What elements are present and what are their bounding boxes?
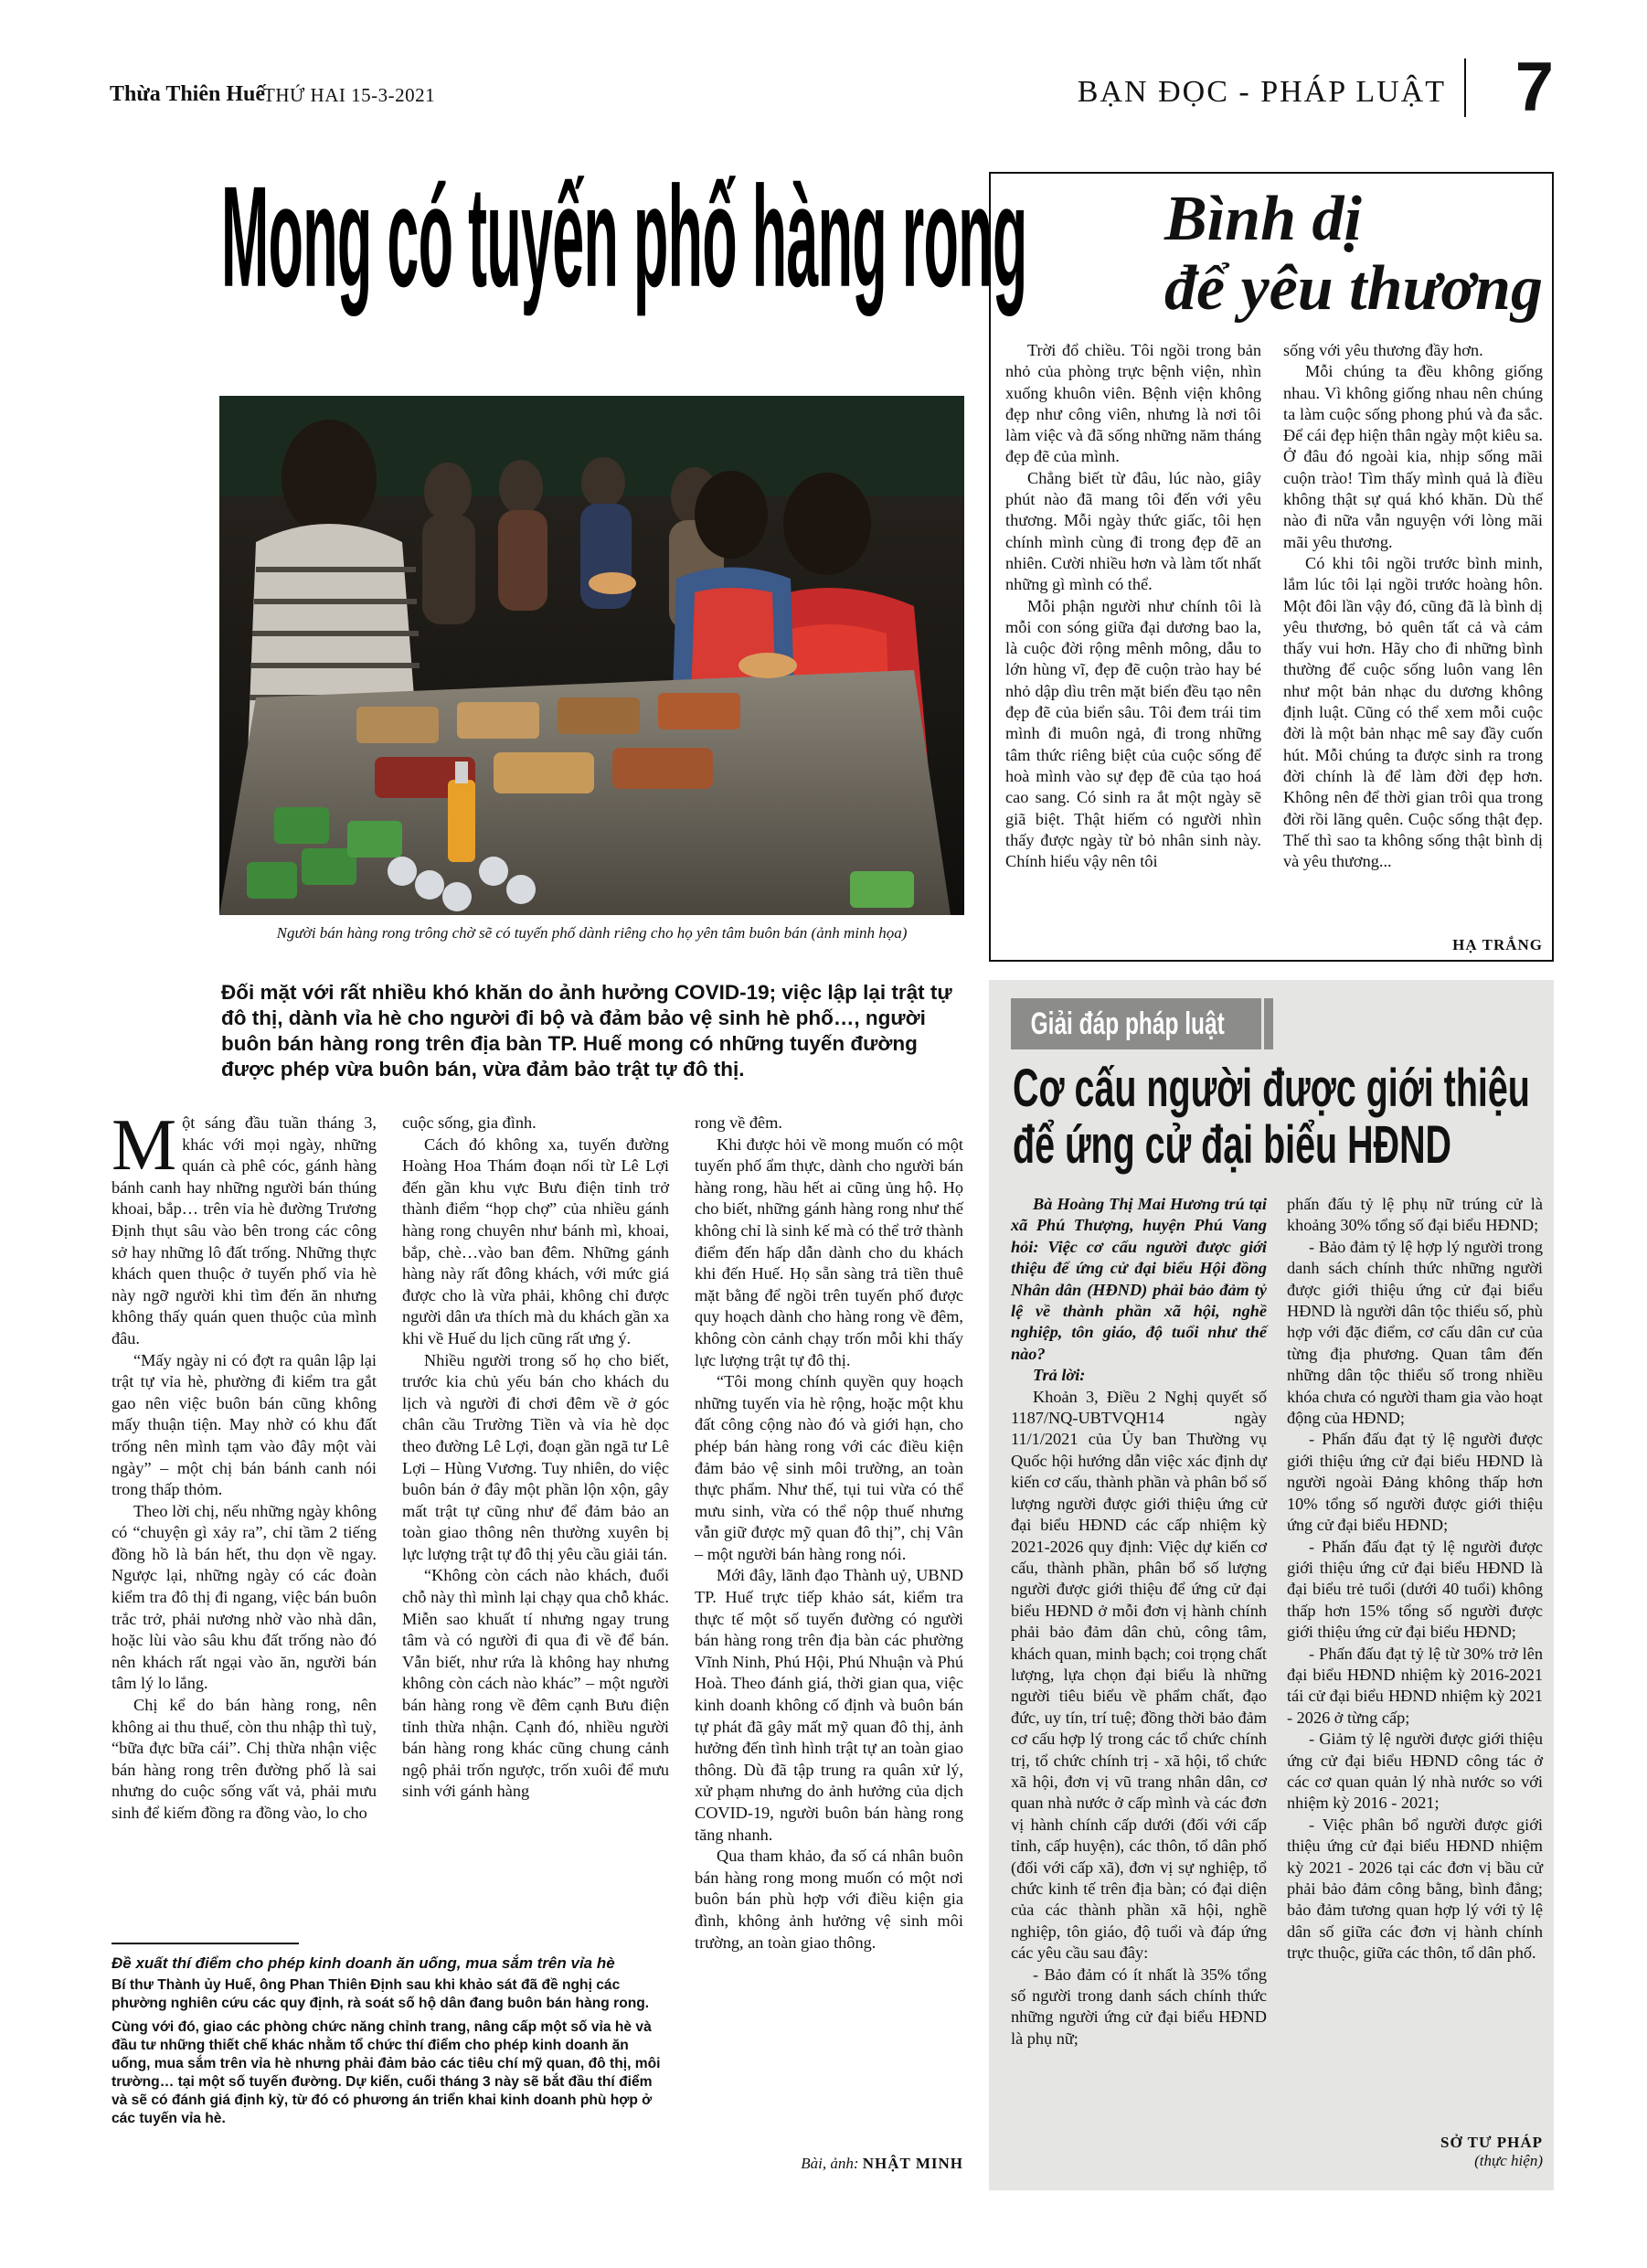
legal-signature	[1287, 2134, 1543, 2170]
main-headline-text: Mong có tuyến phố hàng rong	[221, 155, 1027, 317]
article-paragraph: Khi được hỏi về mong muốn có một tuyến phố ẩm thực, dành cho người bán hàng rong, hầu hết ai cũng ủng hộ. Họ cho biết, những gánh hàng rong như thế không chỉ là sinh kế mà có thể trở thành điểm đến hấp dẫn dành cho du khách khi đến Huế. Họ sẵn sàng trả tiền thuê mặt bằng để ngồi trên tuyến phố được quy hoạch dành cho hàng rong về đêm, không còn cảnh chạy trốn mỗi khi thấy lực lượng trật tự đô thị.	[695, 1134, 963, 1369]
legal-paragraph: - Phấn đấu đạt tỷ lệ người được giới thiệu ứng cử đại biểu HĐND là người ngoài Đảng không thấp hơn 10% tổng số người được giới thiệu ứng cử đại biểu HĐND;	[1287, 1430, 1543, 1535]
article-lead: Đối mặt với rất nhiều khó khăn do ảnh hưởng COVID-19; việc lập lại trật tự đô thị, dành vỉa hè cho người đi bộ và đảm bảo vệ sinh hè phố…, người buôn bán hàng rong trên địa bàn TP. Huế mong có những tuyến đường được phép vừa buôn bán, vừa đảm bảo trật tự đô thị.	[221, 981, 952, 1081]
essay-paragraph: Mỗi phận người như chính tôi là mỗi con sóng giữa đại dương bao la, là cuộc đời rộng mênh mông, dẫu to lớn hùng vĩ, đẹp đẽ cuộn trào hay bé nhỏ dập dìu trên mặt biển đều tạo nên đẹp đẽ của biển sâu. Tôi đem trái tim mình đi muôn ngả, đi trong những tâm thức riêng biệt của cuộc sống để hoà mình vào sự đẹp đẽ của tạo hoá cao sang. Có sinh ra ắt một ngày sẽ giã biệt. Thật hiếm có người nhìn thấy được ngày từ bỏ nhân sinh này. Chính hiểu vậy nên tôi	[1005, 596, 1261, 871]
article-paragraph	[112, 1105, 377, 1350]
page-number: 7	[1514, 48, 1554, 126]
proposal-box	[112, 1954, 667, 2134]
essay-title-line-2: để yêu thương	[1164, 253, 1543, 324]
sidebar-box-rule	[112, 1943, 299, 1944]
masthead-divider	[1464, 59, 1466, 117]
article-paragraph: rong về đêm.	[695, 1113, 782, 1132]
article-paragraph: Theo lời chị, nếu những ngày không có “chuyện gì xảy ra”, chỉ tầm 2 tiếng đồng hồ là bán hết, thu dọn về ngay. Ngược lại, những ngày có các đoàn kiểm tra đô thị đi ngang, việc bán buôn trắc trở, phải nương nhờ vào nhà dân, hoặc lùi vào sâu khu đất trống nào đó nên khách rất ngại vào ăn, người bán tâm lý lo lắng.	[112, 1501, 377, 1693]
legal-paragraph: phấn đấu tỷ lệ phụ nữ trúng cử là khoảng 30% tổng số đại biểu HĐND;	[1287, 1195, 1543, 1235]
photo-caption: Người bán hàng rong trông chờ sẽ có tuyến phố dành riêng cho họ yên tâm buôn bán (ảnh minh họa)	[276, 924, 908, 942]
main-headline	[221, 155, 1027, 343]
drop-cap: M	[112, 1105, 177, 1186]
article-paragraph: Mới đây, lãnh đạo Thành uỷ, UBND TP. Huế trực tiếp khảo sát, kiểm tra thực tế một số tuyến đường có người bán hàng rong trên địa bàn các phường Vĩnh Ninh, Phú Hội, Phú Nhuận và Phú Hoà. Theo đánh giá, thời gian qua, việc kinh doanh không cố định và buôn bán tự phát đã gây mất mỹ quan đô thị, ảnh hưởng đến tình hình trật tự an toàn giao thông. Dù đã tập trung ra quân xử lý, xử phạm nhưng do ảnh hưởng của dịch COVID-19, người buôn bán hàng rong tăng nhanh.	[695, 1566, 963, 1844]
legal-paragraph: - Việc phân bổ người được giới thiệu ứng cử đại biểu HĐND nhiệm kỳ 2021 - 2026 tại các đơn vị bầu cử phải bảo đảm công bằng, bình đẳng; bảo đảm tương quan hợp lý với tỷ lệ dân số giữa các đơn vị hành chính trực thuộc, giữa các thôn, tổ dân phố.	[1287, 1815, 1543, 1963]
legal-headline-line-2: để ứng cử đại biểu HĐND	[1013, 1115, 1452, 1175]
essay-column-2	[1283, 340, 1543, 872]
legal-paragraph: - Bảo đảm có ít nhất là 35% tổng số người trong danh sách chính thức những người ứng cử đại biểu HĐND là phụ nữ;	[1011, 1965, 1267, 2048]
essay-paragraph: Trời đổ chiều. Tôi ngồi trong bản nhỏ của phòng trực bệnh viện, nhìn xuống khuôn viên. Bệnh viện không đẹp như công viên, nhưng là nơi tôi làm việc và đã sống những năm tháng đẹp đẽ của mình.	[1005, 341, 1261, 466]
legal-question: Bà Hoàng Thị Mai Hương trú tại xã Phú Thượng, huyện Phú Vang hỏi: Việc cơ cấu người được giới thiệu để ứng cử đại biểu Hội đồng Nhân dân (HĐND) phải bảo đảm tỷ lệ về thành phần xã hội, nghề nghiệp, tôn giáo, độ tuổi như thế nào?	[1011, 1195, 1267, 1363]
newspaper-name: Thừa Thiên Huế	[110, 82, 266, 106]
legal-tag-accent	[1264, 998, 1273, 1049]
essay-paragraph: Chẳng biết từ đâu, lúc nào, giây phút nào đã mang tôi đến với yêu thương. Mỗi ngày thức giấc, tôi hẹn chính mình cùng đi trong đẹp đẽ an nhiên. Cười nhiều hơn và làm tốt nhất những gì mình có thể.	[1005, 468, 1261, 594]
article-paragraph: “Mấy ngày ni có đợt ra quân lập lại trật tự vỉa hè, phường đi kiểm tra gắt gao nên việc buôn bán cũng không mấy thuận tiện. May nhờ có khu đất trống nên mình tạm vào đây một vài ngày” – một chị bán bánh canh nói trong thấp thỏm.	[112, 1350, 377, 1499]
article-paragraph: cuộc sống, gia đình.	[402, 1113, 537, 1132]
legal-tag	[1011, 998, 1261, 1049]
article-paragraph: Qua tham khảo, đa số cá nhân buôn bán hàng rong mong muốn có một nơi buôn bán phù hợp với điều kiện gia đình, không ảnh hưởng vệ sinh môi trường, an toàn giao thông.	[695, 1847, 963, 1952]
legal-answer-label: Trả lời:	[1033, 1366, 1086, 1385]
legal-paragraph: - Phấn đấu đạt tỷ lệ từ 30% trở lên đại biểu HĐND nhiệm kỳ 2016-2021 tái cử đại biểu HĐND nhiệm kỳ 2021 - 2026 ở từng cấp;	[1287, 1644, 1543, 1727]
legal-column-2	[1287, 1194, 1543, 1965]
legal-signature-name: SỞ TƯ PHÁP	[1440, 2134, 1543, 2151]
proposal-box-title: Đề xuất thí điểm cho phép kinh doanh ăn uống, mua sắm trên vỉa hè	[112, 1954, 615, 1972]
article-column-3	[695, 1113, 963, 1954]
article-column-1	[112, 1105, 377, 1825]
legal-column-1	[1011, 1194, 1267, 2050]
byline-label: Bài, ảnh:	[801, 2155, 859, 2172]
legal-tag-label: Giải đáp pháp luật	[1030, 1006, 1225, 1041]
legal-headline	[1013, 1060, 1561, 1174]
article-paragraph: Nhiều người trong số họ cho biết, trước kia chủ yếu bán cho khách du lịch và người đi chơi đêm về ở góc chân cầu Trường Tiền và vỉa hè dọc theo đường Lê Lợi, đoạn gần ngã tư Lê Lợi – Hùng Vương. Tuy nhiên, do việc buôn bán ở đây một phần lộn xộn, gây mất trật tự cũng như để đảm bảo an toàn giao thông nên thường xuyên bị lực lượng trật tự đô thị yêu cầu giải tán.	[402, 1350, 669, 1563]
proposal-box-paragraph: Cùng với đó, giao các phòng chức năng chỉnh trang, nâng cấp một số vỉa hè và đầu tư những thiết chế khác nhằm tổ chức thí điểm cho phép kinh doanh ăn uống, mua sắm trên vỉa hè nhưng phải đảm bảo các tiêu chí mỹ quan, đô thị, môi trường… tại một số tuyến đường. Dự kiến, cuối tháng 3 này sẽ bắt đầu thí điểm và sẽ có đánh giá định kỳ, từ đó có phương án triển khai kinh doanh phù hợp ở các tuyến vỉa hè.	[112, 2019, 661, 2126]
article-column-2	[402, 1113, 669, 1803]
article-paragraph: “Không còn cách nào khách, đuổi chỗ này thì mình lại chạy qua chỗ khác. Miễn sao khuất tí nhưng ngay trung tâm và có người đi qua đi về để bán. Vẫn biết, như rứa là không hay nhưng không còn cách nào khác” – một người bán hàng rong về đêm cạnh Bưu điện tỉnh thừa nhận. Cạnh đó, nhiều người bán hàng rong khác cũng chung cảnh ngộ phải trốn ngược, trốn xuôi để mưu sinh với gánh hàng	[402, 1566, 669, 1801]
article-paragraph: “Tôi mong chính quyền quy hoạch những tuyến vỉa hè rộng, hoặc một khu đất công cộng nào đó và giới hạn, cho phép bán hàng rong với các điều kiện đảm bảo vệ sinh môi trường, an toàn thực phẩm. Như thế, tụi tui vừa có thể mưu sinh, vừa có thể nộp thuế nhưng vẫn giữ được mỹ quan đô thị”, chị Vân – một người bán hàng rong nói.	[695, 1372, 963, 1563]
article-paragraph: Cách đó không xa, tuyến đường Hoàng Hoa Thám đoạn nối từ Lê Lợi đến gần khu vực Bưu điện tỉnh trở thành điểm “họp chợ” của nhiều gánh hàng rong chuyên như bánh mì, khoai, bắp, chè…vào ban đêm. Những gánh hàng này rất đông khách, với mức giá được cho là vừa phải, không chỉ được người dân ưa thích mà du khách gần xa khi về Huế du lịch cũng rất ưng ý.	[402, 1134, 669, 1347]
legal-paragraph: - Giảm tỷ lệ người được giới thiệu ứng cử đại biểu HĐND công tác ở các cơ quan quản lý nhà nước so với nhiệm kỳ 2016 - 2021;	[1287, 1730, 1543, 1813]
masthead	[110, 48, 1554, 126]
article-photo	[219, 396, 964, 915]
issue-date: THỨ HAI 15-3-2021	[263, 84, 436, 106]
article-paragraph: Chị kể do bán hàng rong, nên không ai thu thuế, còn thu nhập thì tuỳ, “bữa đực bữa cái”. Chị thừa nhận việc bán hàng rong trên đường phố là sai nhưng do cuộc sống vất vả, phải mưu sinh để kiếm đồng ra đồng vào, lo cho	[112, 1696, 377, 1822]
article-paragraph-text: ột sáng đầu tuần tháng 3, khác với mọi ngày, những quán cà phê cóc, gánh hàng bánh canh hay những người bán thúng khoai, bắp… trên vỉa hè đường Trương Định thụt sâu vào bên trong các công sở hay những lô đất trống. Những thực khách quen thuộc ở tuyến phố vỉa hè này ngỡ người khi tìm đến ăn nhưng không thấy quán quen thuộc của mình đâu.	[112, 1113, 377, 1347]
legal-paragraph: Khoản 3, Điều 2 Nghị quyết số 1187/NQ-UBTVQH14 ngày 11/1/2021 của Ủy ban Thường vụ Quốc hội hướng dẫn việc xác định dự kiến cơ cấu, thành phần và phân bổ số lượng người được giới thiệu ứng cử đại biểu HĐND các cấp nhiệm kỳ 2021-2026 quy định: Việc dự kiến cơ cấu, thành phần, phân bổ số lượng người được giới thiệu để ứng cử đại biểu HĐND ở mỗi đơn vị hành chính phải bảo đảm dân chủ, công tâm, khách quan, minh bạch; coi trọng chất lượng, lựa chọn đại biểu là những người tiêu biểu về phẩm chất, đạo đức, uy tín, trí tuệ; đồng thời bảo đảm cơ cấu hợp lý trong các tổ chức chính trị, tổ chức chính trị - xã hội, tổ chức xã hội, đơn vị vũ trang nhân dân, cơ quan nhà nước ở cấp mình và các đơn vị hành chính cấp dưới (đối với cấp tỉnh, cấp huyện), các thôn, tổ dân phố (đối với cấp xã), đơn vị sự nghiệp, tổ chức kinh tế trên địa bàn; có đại diện của các thành phần xã hội, nghề nghiệp, tôn giáo, độ tuổi và đáp ứng các yêu cầu sau đây:	[1011, 1387, 1267, 1963]
legal-paragraph: - Bảo đảm tỷ lệ hợp lý người trong danh sách chính thức những người được giới thiệu ứng cử đại biểu HĐND là người dân tộc thiểu số, phù hợp với đặc điểm, cơ cấu dân cư của từng địa phương. Quan tâm đến những dân tộc thiểu số trong nhiều khóa chưa có người tham gia vào hoạt động của HĐND;	[1287, 1237, 1543, 1428]
section-title: BẠN ĐỌC - PHÁP LUẬT	[1077, 75, 1446, 109]
essay-paragraph: sống với yêu thương đầy hơn.	[1283, 341, 1483, 359]
essay-paragraph: Mỗi chúng ta đều không giống nhau. Vì không giống nhau nên chúng ta làm cuộc sống phong phú và đa sắc. Để cái đẹp hiện thân ngày một kiêu sa. Ở đâu đó ngoài kia, nhịp sống mãi cuộn trào! Tìm thấy mình quả là điều không thật sự quá khó khăn. Dù thế nào đi nữa vẫn nguyện với lòng mãi mãi yêu thương.	[1283, 362, 1543, 551]
article-byline	[695, 2155, 963, 2173]
essay-title	[1164, 185, 1543, 324]
legal-signature-note: (thực hiện)	[1474, 2152, 1543, 2169]
proposal-box-paragraph: Bí thư Thành ủy Huế, ông Phan Thiên Định sau khi khảo sát đã đề nghị các phường nghiên cứu các quy định, rà soát số hộ dân đang buôn bán hàng rong.	[112, 1977, 650, 2011]
legal-paragraph: - Phấn đấu đạt tỷ lệ người được giới thiệu ứng cử đại biểu HĐND là đại biểu trẻ tuổi (dưới 40 tuổi) không thấp hơn 15% tổng số người được giới thiệu ứng cử đại biểu HĐND;	[1287, 1537, 1543, 1642]
legal-headline-line-1: Cơ cấu người được giới thiệu	[1013, 1059, 1530, 1118]
essay-paragraph: Có khi tôi ngồi trước bình minh, lắm lúc tôi lại ngồi trước hoàng hôn. Một đôi lần vậy đó, cũng đã là bình dị yêu thương, bỏ quên tất cả và cảm thấy vui hơn. Hãy cho đi những bình thường để cuộc sống luôn vang lên như một bản nhạc du dương không định luật. Cũng có thể xem mỗi cuộc đời là một bản nhạc mê say đầy cuốn hút. Mỗi chúng ta được sinh ra trong đời chính là để làm đời đẹp hơn. Không nên để thời gian trôi qua trong đời rồi lãng quên. Cuộc sống thật đẹp. Thế thì sao ta không sống thật bình dị và yêu thương...	[1283, 553, 1543, 871]
essay-title-line-1: Bình dị	[1164, 184, 1362, 254]
essay-column-1	[1005, 340, 1261, 872]
byline-author: NHẬT MINH	[862, 2155, 963, 2172]
essay-author: HẠ TRẮNG	[1452, 936, 1543, 953]
street-vendor-photo	[219, 396, 964, 915]
